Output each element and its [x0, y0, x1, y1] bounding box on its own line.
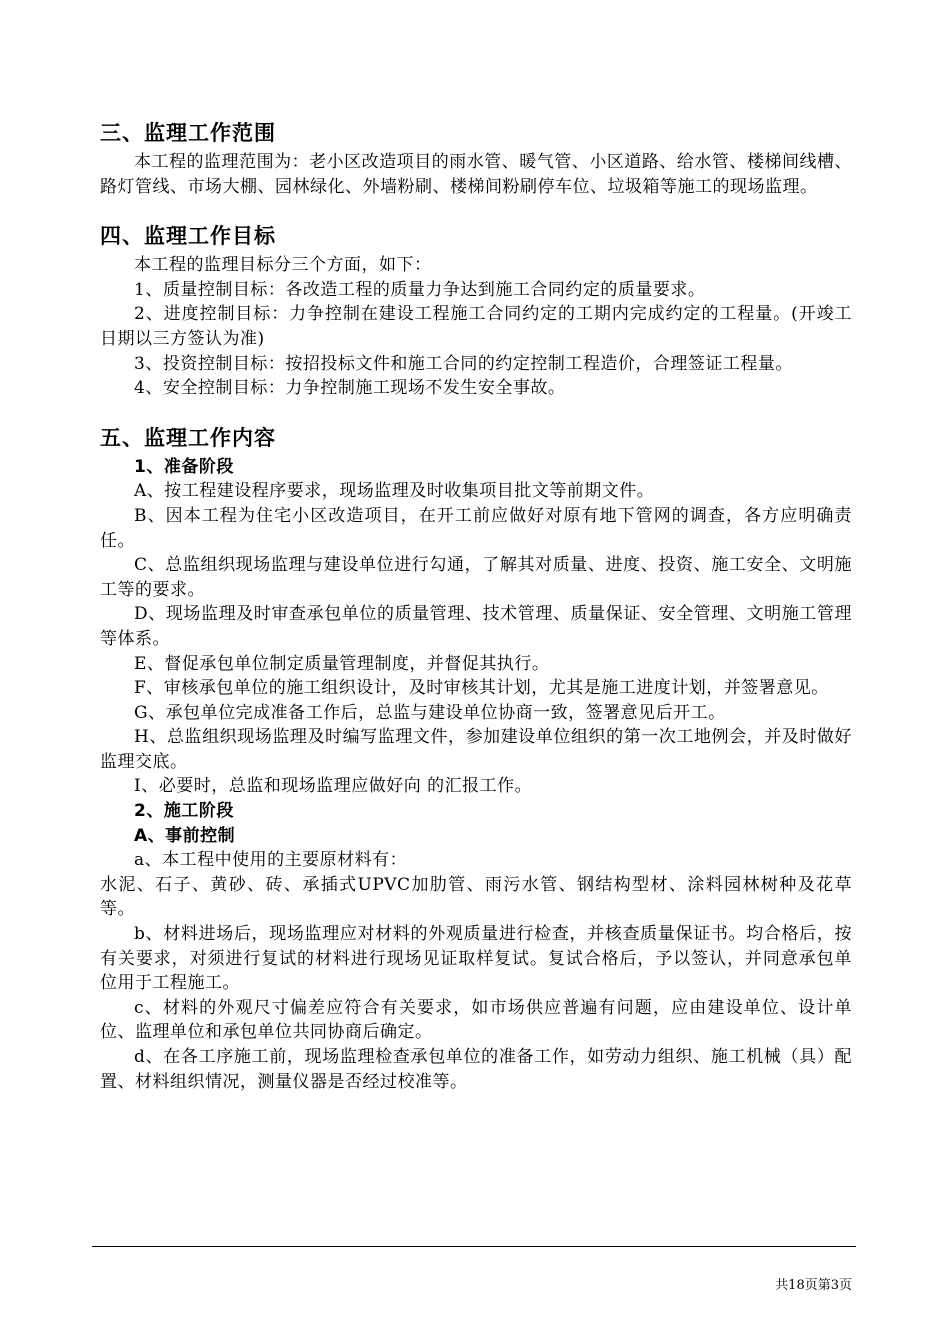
paragraph: c、材料的外观尺寸偏差应符合有关要求，如市场供应普遍有问题，应由建设单位、设计单位、监理单位和承包单位共同协商后确定。 — [100, 997, 852, 1043]
paragraph: E、督促承包单位制定质量管理制度，并督促其执行。 — [134, 653, 550, 674]
paragraph: 3、投资控制目标：按招投标文件和施工合同的约定控制工程造价，合理签证工程量。 — [134, 353, 793, 374]
paragraph: 4、安全控制目标：力争控制施工现场不发生安全事故。 — [134, 378, 566, 399]
paragraph: A、按工程建设程序要求，现场监理及时收集项目批文等前期文件。 — [134, 481, 655, 502]
paragraph: b、材料进场后，现场监理应对材料的外观质量进行检查，并核查质量保证书。均合格后，按有关要求，对须进行复试的材料进行现场见证取样复试。复试合格后，予以签认，并同意承包单位用于工程施工。 — [100, 924, 852, 994]
paragraph: 水泥、石子、黄砂、砖、承插式UPVC加肋管、雨污水管、钢结构型材、涂料园林树种及花草等。 — [100, 874, 852, 920]
section-4-title: 四、监理工作目标 — [100, 224, 276, 249]
paragraph: D、现场监理及时审查承包单位的质量管理、技术管理、质量保证、安全管理、文明施工管理等体系。 — [100, 604, 852, 649]
paragraph: 本工程的监理范围为：老小区改造项目的雨水管、暖气管、小区道路、给水管、楼梯间线槽、路灯管线、市场大棚、园林绿化、外墙粉刷、楼梯间粉刷停车位、垃圾箱等施工的现场监理。 — [100, 152, 852, 197]
document-body — [100, 118, 852, 1094]
paragraph: d、在各工序施工前，现场监理检查承包单位的准备工作，如劳动力组织、施工机械（具）配置、材料组织情况，测量仪器是否经过校准等。 — [100, 1047, 852, 1092]
paragraph: I、必要时，总监和现场监理应做好向 的汇报工作。 — [134, 776, 533, 797]
subheading-pre-control: A、事前控制 — [134, 825, 236, 846]
paragraph: C、总监组织现场监理与建设单位进行勾通，了解其对质量、进度、投资、施工安全、文明施工等的要求。 — [100, 555, 852, 600]
paragraph: 1、质量控制目标：各改造工程的质量力争达到施工合同约定的质量要求。 — [134, 279, 706, 300]
paragraph: a、本工程中使用的主要原材料有： — [134, 850, 408, 871]
footer-divider — [92, 1246, 856, 1247]
section-3-title: 三、监理工作范围 — [100, 121, 276, 145]
paragraph: F、审核承包单位的施工组织设计，及时审核其计划，尤其是施工进度计划，并签署意见。 — [134, 678, 829, 699]
paragraph: G、承包单位完成准备工作后，总监与建设单位协商一致，签署意见后开工。 — [134, 702, 726, 723]
paragraph: H、总监组织现场监理及时编写监理文件，参加建设单位组织的第一次工地例会，并及时做好监理交底。 — [100, 727, 852, 772]
subheading-preparation-stage: 1、准备阶段 — [134, 456, 234, 477]
paragraph: 2、进度控制目标：力争控制在建设工程施工合同约定的工期内完成约定的工程量。(开竣工日期以三方签认为准) — [100, 304, 852, 349]
section-gap — [100, 401, 852, 423]
paragraph: 本工程的监理目标分三个方面，如下： — [134, 255, 432, 276]
subheading-construction-stage: 2、施工阶段 — [134, 801, 234, 822]
section-gap — [100, 199, 852, 221]
section-5-title: 五、监理工作内容 — [100, 425, 276, 450]
page-number: 共18页第3页 — [775, 1278, 852, 1293]
paragraph: B、因本工程为住宅小区改造项目，在开工前应做好对原有地下管网的调查，各方应明确责任。 — [100, 505, 852, 551]
